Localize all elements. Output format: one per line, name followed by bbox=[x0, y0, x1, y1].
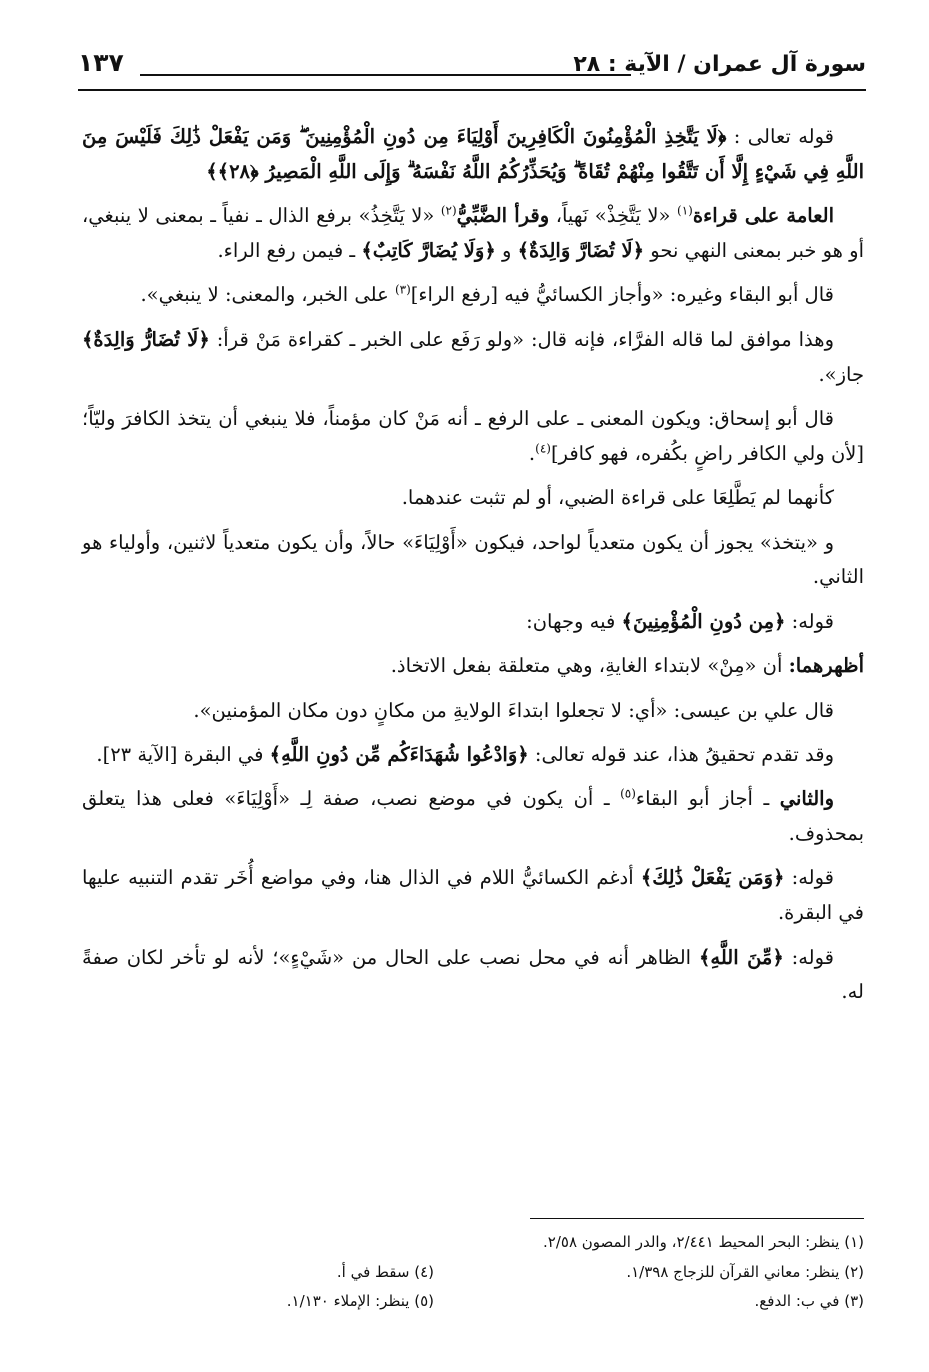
text-run: «لا يَتَّخِذْ» نَهياً، bbox=[549, 204, 678, 228]
footnote-row bbox=[82, 1258, 864, 1288]
footnote-ref: (٤) bbox=[535, 441, 551, 456]
paragraph-4 bbox=[82, 323, 864, 393]
text-run: قال أبو البقاء وغيره: «وأجاز الكسائيُّ فيه [رفع الراء] bbox=[410, 283, 834, 307]
quran-verse: ﴿لَا يَتَّخِذِ الْمُؤْمِنُونَ الْكَافِرِينَ أَوْلِيَاءَ مِن دُونِ الْمُؤْمِنِينَ ۖ وَمَن يَفْعَلْ ذَٰلِكَ فَلَيْسَ مِنَ اللَّهِ فِي شَيْءٍ إِلَّا أَن تَتَّقُوا مِنْهُمْ تُقَاةً ۗ وَيُحَذِّرُكُمُ اللَّهُ نَفْسَهُ ۗ وَإِلَى اللَّهِ الْمَصِيرُ ﴿٢٨﴾﴾ bbox=[82, 125, 864, 183]
paragraph-8 bbox=[82, 605, 864, 640]
paragraph-10: قال علي بن عيسى: «أي: لا تجعلوا ابتداءَ الولايةِ من مكانٍ دون مكان المؤمنين». bbox=[193, 698, 834, 722]
lead-phrase: والثاني bbox=[779, 787, 834, 811]
paragraph-13 bbox=[82, 861, 864, 931]
footnote-row bbox=[82, 1287, 864, 1317]
quran-quote: ﴿مِن دُونِ الْمُؤْمِنِينَ﴾ bbox=[621, 609, 786, 633]
paragraph-6: كأنهما لم يَطَّلِعَا على قراءة الضبي، أو لم تثبت عندهما. bbox=[401, 486, 834, 510]
footnote-rule bbox=[530, 1218, 864, 1219]
text-run: أدغم الكسائيُّ اللام في الذال هنا، وفي مواضع أُخَر تقدم التنبيه عليها في البقرة. bbox=[82, 866, 864, 925]
footnote-ref: (١) bbox=[677, 203, 693, 218]
paragraph-7: و «يتخذ» يجوز أن يكون متعدياً لواحد، فيكون «أَوْلِيَاءَ» حالاً، وأن يكون متعدياً لاثنين، وأولياء هو الثاني. bbox=[82, 530, 864, 589]
bold-phrase: وقرأ الضَّبِّيُّ bbox=[456, 204, 550, 228]
text-run: ـ فيمن رفع الراء. bbox=[217, 238, 362, 262]
paragraph-14 bbox=[82, 941, 864, 1011]
header-rule-short bbox=[140, 74, 631, 76]
lead-phrase: أظهرهما: bbox=[788, 654, 864, 678]
paragraph-9 bbox=[82, 649, 864, 684]
text-run: أن «مِنْ» لابتداء الغايةِ، وهي متعلقة بفعل الاتخاذ. bbox=[390, 654, 789, 678]
text-run: وهذا موافق لما قاله الفرَّاء، فإنه قال: «ولو رَفَع على الخبر ـ كقراءة مَنْ قرأ: bbox=[209, 327, 834, 351]
text-run: وقد تقدم تحقيقُ هذا، عند قوله تعالى: bbox=[528, 742, 834, 766]
text-run: قال أبو إسحاق: ويكون المعنى ـ على الرفع ـ أنه مَنْ كان مؤمناً، فلا ينبغي أن يتخذ الكافرَ وليّاً؛ [لأن ولي الكافر راضٍ بكُفره، فهو كافر] bbox=[82, 406, 864, 465]
text-run: على الخبر، والمعنى: لا ينبغي». bbox=[140, 283, 395, 307]
quran-quote: ﴿لَا تُضَارُّ وَالِدَةٌ﴾ bbox=[82, 327, 210, 351]
footnote-ref: (٢) bbox=[440, 203, 457, 218]
quran-quote: ﴿وَلَا يُضَارَّ كَاتِبٌ﴾ bbox=[361, 238, 496, 262]
text-run: و bbox=[495, 238, 518, 262]
footnote-row bbox=[82, 1228, 864, 1258]
text-run: جاز». bbox=[818, 362, 864, 386]
main-text bbox=[82, 120, 864, 1020]
footnote-4: (٤) سقط في أ. bbox=[336, 1262, 434, 1281]
text-run: قوله تعالى : bbox=[726, 125, 834, 148]
running-title: سورة آل عمران / الآية : ٢٨ bbox=[573, 52, 866, 77]
footnote-2: (٢) ينظر: معاني القرآن للزجاج ١/٣٩٨. bbox=[626, 1262, 864, 1281]
text-run: ـ أجاز أبو البقاء bbox=[635, 787, 780, 811]
quran-quote: ﴿وَمَن يَفْعَلْ ذَٰلِكَ﴾ bbox=[640, 866, 785, 890]
footnote-ref: (٥) bbox=[620, 786, 636, 801]
paragraph-5 bbox=[82, 402, 864, 472]
lead-phrase: العامة على قراءة bbox=[692, 204, 834, 228]
footnote-ref: (٣) bbox=[394, 282, 411, 297]
text-run: في البقرة [الآية ٢٣]. bbox=[96, 742, 270, 766]
quran-quote: ﴿وَادْعُوا شُهَدَاءَكُم مِّن دُونِ اللَّهِ﴾ bbox=[269, 742, 529, 766]
paragraph-11 bbox=[82, 738, 864, 773]
quran-quote: ﴿لَا تُضَارَّ وَالِدَةٌ﴾ bbox=[517, 238, 645, 262]
text-run: فيه وجهان: bbox=[526, 609, 622, 633]
header-rule bbox=[78, 89, 866, 91]
text-run: «لا يَتَّخِذُ» برفع الذال ـ نفياً ـ بمعنى لا ينبغي، أو هو خبر بمعنى النهي نحو bbox=[82, 204, 864, 262]
running-header bbox=[78, 48, 866, 92]
text-run: . bbox=[528, 441, 536, 465]
paragraph-12 bbox=[82, 782, 864, 852]
quran-quote: ﴿مِّنَ اللَّهِ﴾ bbox=[698, 945, 784, 969]
paragraph-1 bbox=[82, 120, 864, 190]
page-number: ١٣٧ bbox=[78, 48, 124, 77]
footnote-3: (٣) في ب: الدفع. bbox=[754, 1292, 864, 1310]
footnote-list bbox=[82, 1228, 864, 1317]
text-run: ـ أن يكون في موضع نصب، صفة لِـ «أَوْلِيَاءَ» فعلى هذا يتعلق بمحذوف. bbox=[82, 787, 864, 846]
text-run: قوله: bbox=[783, 945, 835, 969]
footnote-1: (١) ينظر: البحر المحيط ٢/٤٤١، والدر المصون ٢/٥٨. bbox=[543, 1233, 864, 1251]
text-run: الظاهر أنه في محل نصب على الحال من «شَيْءٍ»؛ لأنه لو تأخر لكان صفةً له. bbox=[82, 945, 864, 1004]
text-run: قوله: bbox=[785, 609, 834, 633]
text-run: قوله: bbox=[784, 866, 834, 890]
paragraph-3 bbox=[82, 278, 864, 313]
footnote-5: (٥) ينظر: الإملاء ١/١٣٠. bbox=[286, 1292, 434, 1310]
paragraph-2 bbox=[82, 199, 864, 269]
